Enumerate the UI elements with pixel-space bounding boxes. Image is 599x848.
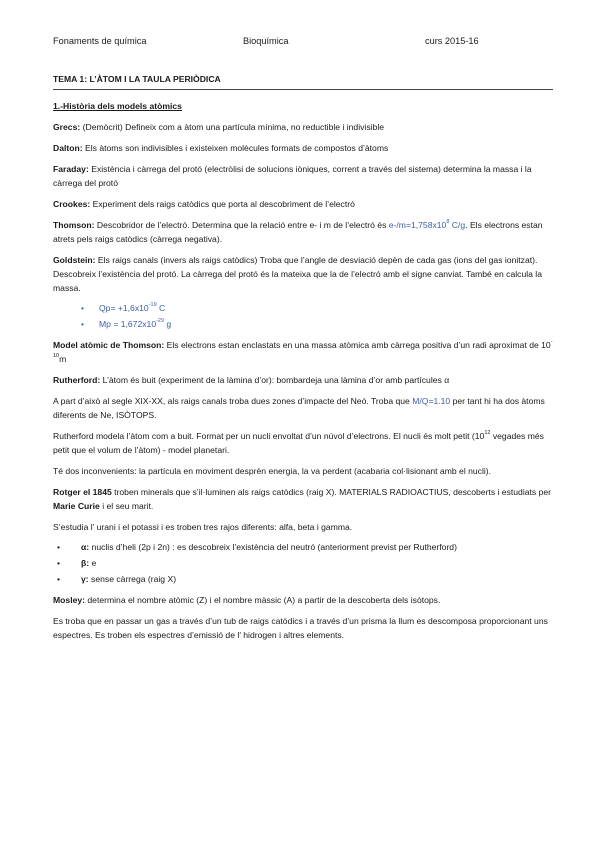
para-dalton bbox=[53, 141, 553, 155]
text-rutherford-model: Rutherford modela l’àtom com a buit. Format per un nucli envoltat d’un núvol d’electrons. El nucli és molt petit (10 bbox=[53, 431, 485, 441]
proton-charge-exponent: -19 bbox=[148, 302, 157, 308]
ratio-value: e-/m=1,758x10 bbox=[388, 220, 447, 230]
topic-title: TEMA 1: L’ÀTOM I LA TAULA PERIÒDICA bbox=[53, 72, 553, 90]
alpha-text: nuclis d’heli (2p i 2n) : es descobreix l’existència del neutró (anteriorment previst per Rutherford) bbox=[89, 542, 457, 552]
radius-exponent: -10 bbox=[53, 339, 553, 359]
text-faraday: Existència i càrrega del protó (electròlisi de solucions iòniques, corrent a través del sistema) determina la massa i la càrrega del protó bbox=[53, 164, 532, 188]
term-mosley: Mosley: bbox=[53, 595, 85, 605]
bullet-icon: • bbox=[81, 319, 85, 329]
text-rotger-2: i el seu marit. bbox=[99, 501, 154, 511]
proton-mass: Mp = 1,672x10 bbox=[99, 319, 157, 329]
document-body bbox=[53, 72, 553, 642]
text-crookes: Experiment dels raigs catòdics que porta al descobriment de l’electró bbox=[90, 199, 355, 209]
text-grecs: (Demòcrit) Defineix com a àtom una partícula mínima, no reductible i indivisible bbox=[80, 122, 385, 132]
para-model-thomson bbox=[53, 338, 553, 366]
text-thomson-2: . Els electrons estan atrets pels raigs catòdics (càrrega negativa). bbox=[53, 220, 543, 244]
list-item bbox=[53, 540, 553, 554]
charge-mass-ratio bbox=[389, 220, 465, 230]
term-rotger: Rotger el 1845 bbox=[53, 487, 112, 497]
term-faraday: Faraday: bbox=[53, 164, 89, 174]
term-model-thomson: Model atòmic de Thomson: bbox=[53, 340, 165, 350]
list-item bbox=[53, 301, 553, 315]
text-rotger: troben minerals que s’il·luminen als raigs catòdics (raig X). MATERIALS RADIOACTIUS, descoberts i estudiats per bbox=[111, 487, 552, 497]
term-goldstein: Goldstein: bbox=[53, 255, 96, 265]
beta-symbol: β: bbox=[81, 558, 90, 568]
term-curie: Marie Curie bbox=[53, 501, 100, 511]
text-neo-2: per tant hi ha dos àtoms diferents de Ne, ISÒTOPS. bbox=[53, 396, 545, 420]
para-espectres: Es troba que en passar un gas a través d’un tub de raigs catòdics i a través d’un prisma la llum es descomposa proporcionant uns espectres. Es troben els espectres d’emissió de l’ hidrogen i altres elements. bbox=[53, 616, 548, 640]
list-item bbox=[53, 556, 553, 570]
para-rutherford bbox=[53, 373, 553, 387]
ratio-unit: C/g bbox=[449, 220, 466, 230]
list-item bbox=[53, 572, 553, 586]
text-dalton: Els àtoms son indivisibles i existeixen molècules formats de compostos d’àtoms bbox=[82, 143, 389, 153]
proton-mass-unit: g bbox=[164, 319, 172, 329]
text-goldstein: Els raigs canals (invers als raigs catòdics) Troba que l’angle de desviació depèn de cada gas (ions del gas ionitzat). Descobreix l’existència del protó. La càrrega del protó és la mateixa que la de l’electró amb el signe canviat. També en calcula la massa. bbox=[53, 255, 542, 293]
bullet-icon: • bbox=[57, 574, 61, 584]
para-mosley bbox=[53, 593, 553, 607]
bullet-icon: • bbox=[81, 303, 85, 313]
proton-values-list bbox=[53, 301, 553, 331]
para-rutherford-model bbox=[53, 429, 553, 457]
para-urani: S’estudia l’ urani i el potassi i es troben tres rajos diferents: alfa, beta i gamma. bbox=[53, 522, 353, 532]
bullet-icon: • bbox=[57, 542, 61, 552]
proton-charge-unit: C bbox=[156, 303, 166, 313]
list-item bbox=[53, 317, 553, 331]
ratio-exponent: 8 bbox=[446, 219, 450, 225]
beta-text: e bbox=[89, 558, 97, 568]
para-crookes bbox=[53, 197, 553, 211]
para-goldstein bbox=[53, 253, 553, 295]
para-neo bbox=[53, 394, 553, 422]
header-year: curs 2015-16 bbox=[425, 36, 479, 46]
para-inconvenients: Té dos inconvenients: la partícula en moviment desprèn energia, la va perdent (acabaria col·lisionant amb el nucli). bbox=[53, 466, 492, 476]
mq-ratio: M/Q=1.10 bbox=[412, 396, 451, 406]
term-crookes: Crookes: bbox=[53, 199, 91, 209]
para-grecs bbox=[53, 120, 553, 134]
text-rutherford-model-2: vegades més petit que el volum de l’àtom) - model planetari. bbox=[53, 431, 544, 455]
bullet-icon: • bbox=[57, 558, 61, 568]
text-mosley: determina el nombre atòmic (Z) i el nombre màssic (A) a partir de la descoberta dels isòtops. bbox=[85, 595, 441, 605]
section-heading: 1.-Història dels models atòmics bbox=[53, 101, 182, 111]
nucleus-exponent: 12 bbox=[484, 430, 491, 436]
para-faraday bbox=[53, 162, 553, 190]
para-thomson bbox=[53, 218, 553, 246]
gamma-text: sense càrrega (raig X) bbox=[88, 574, 177, 584]
text-rutherford: L’àtom és buit (experiment de la làmina d’or): bombardeja una làmina d’or amb partícules α bbox=[100, 375, 450, 385]
para-rotger bbox=[53, 485, 553, 513]
radiation-list bbox=[53, 540, 553, 586]
term-grecs: Grecs: bbox=[53, 122, 81, 132]
gamma-symbol: γ: bbox=[81, 574, 89, 584]
proton-charge: Qp= +1,6x10 bbox=[99, 303, 149, 313]
term-dalton: Dalton: bbox=[53, 143, 83, 153]
header-course: Fonaments de química bbox=[53, 36, 147, 46]
proton-mass-exponent: -29 bbox=[156, 318, 165, 324]
text-model-thomson: Els electrons estan enclastats en una massa atòmica amb càrrega positiva d’un radi aproximat de 10 bbox=[164, 340, 551, 350]
text-thomson: Descobridor de l’electró. Determina que la relació entre e- i m de l’electró és bbox=[94, 220, 389, 230]
header-subject: Bioquímica bbox=[243, 36, 289, 46]
radius-unit: m bbox=[59, 354, 67, 364]
text-neo: A part d’això al segle XIX-XX, als raigs canals troba dues zones d’impacte del Neó. Troba que bbox=[53, 396, 413, 406]
term-rutherford: Rutherford: bbox=[53, 375, 101, 385]
term-thomson: Thomson: bbox=[53, 220, 95, 230]
alpha-symbol: α: bbox=[81, 542, 90, 552]
